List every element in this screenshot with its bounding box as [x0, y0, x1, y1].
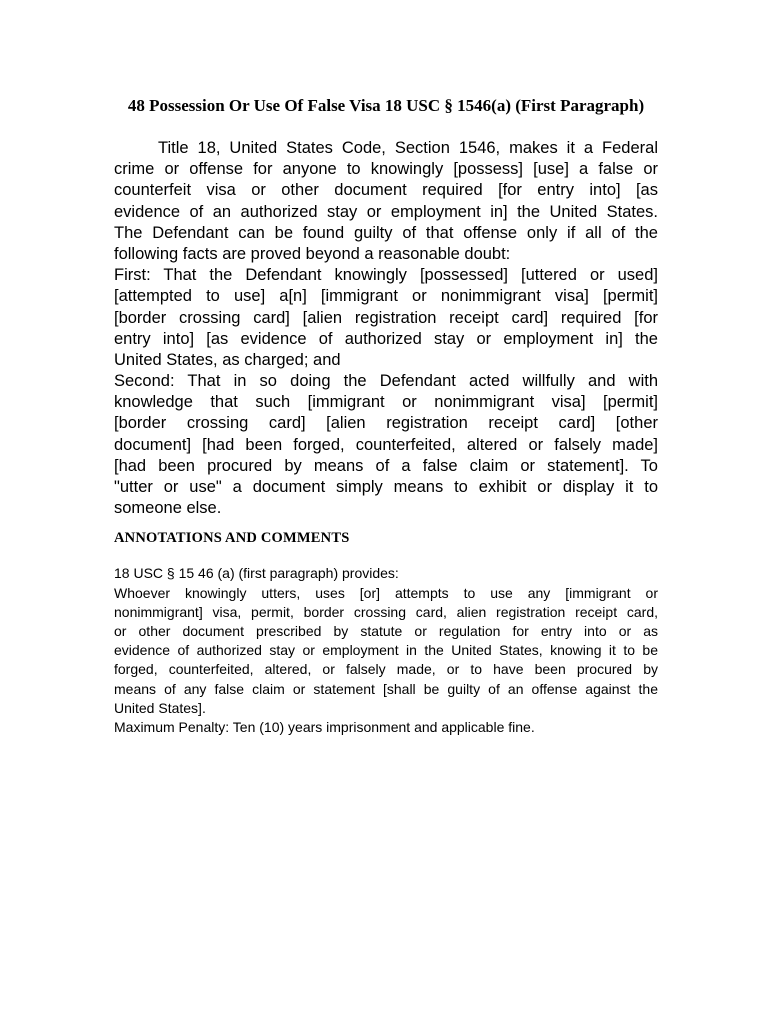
paragraph [114, 564, 658, 583]
text-line: [border crossing card] [alien registration receipt card] [other [114, 414, 658, 433]
text-line: means of any false claim or statement [shall be guilty of an offense against the [114, 680, 658, 697]
text-line: Second: That in so doing the Defendant acted willfully and with [114, 372, 658, 391]
text-line: evidence of an authorized stay or employment in] the United States. [114, 202, 658, 221]
text-line: [border crossing card] [alien registration receipt card] required [for [114, 308, 658, 327]
text-line: First: That the Defendant knowingly [possessed] [uttered or used] [114, 266, 658, 285]
text-line: "utter or use" a document simply means to exhibit or display it to [114, 478, 658, 496]
text-line: [had been procured by means of a false claim or statement]. To [114, 456, 658, 475]
text-line: entry into] [as evidence of authorized stay or employment in] the [114, 329, 658, 348]
document-title: 48 Possession Or Use Of False Visa 18 USC § 1546(a) (First Paragraph) [127, 96, 645, 115]
text-line: United States]. [114, 699, 206, 716]
text-line: 18 USC § 15 46 (a) (first paragraph) provides: [114, 565, 399, 582]
text-line: someone else. [114, 499, 222, 518]
text-line: The Defendant can be found guilty of that offense only if all of the [114, 223, 658, 242]
text-line: Title 18, United States Code, Section 1546, makes it a Federal [158, 139, 658, 157]
text-line: forged, counterfeited, altered, or falsely made, or to have been procured by [114, 661, 658, 678]
text-line: or other document prescribed by statute or regulation for entry into or as [114, 622, 658, 639]
text-line: nonimmigrant] visa, permit, border crossing card, alien registration receipt card, [114, 603, 658, 620]
annotations-body [114, 564, 658, 737]
text-line: document] [had been forged, counterfeited, altered or falsely made] [114, 435, 658, 454]
text-line: Whoever knowingly utters, uses [or] attempts to use any [immigrant or [114, 584, 658, 601]
paragraph [114, 265, 658, 371]
paragraph [114, 584, 658, 718]
document-content [114, 0, 658, 737]
text-line: evidence of authorized stay or employment in the United States, knowing it to be [114, 642, 658, 659]
paragraph [114, 718, 658, 737]
text-line: counterfeit visa or other document required [for entry into] [as [114, 181, 658, 200]
instruction-body [114, 138, 658, 519]
annotations-heading: ANNOTATIONS AND COMMENTS [114, 530, 350, 547]
text-line: Maximum Penalty: Ten (10) years imprisonment and applicable fine. [114, 718, 535, 735]
paragraph [114, 371, 658, 519]
text-line: United States, as charged; and [114, 350, 341, 369]
text-line: following facts are proved beyond a reasonable doubt: [114, 244, 511, 263]
text-line: knowledge that such [immigrant or nonimmigrant visa] [permit] [114, 393, 658, 412]
text-line: [attempted to use] a[n] [immigrant or nonimmigrant visa] [permit] [114, 287, 658, 306]
paragraph [114, 138, 658, 265]
text-line: crime or offense for anyone to knowingly [possess] [use] a false or [114, 160, 658, 179]
